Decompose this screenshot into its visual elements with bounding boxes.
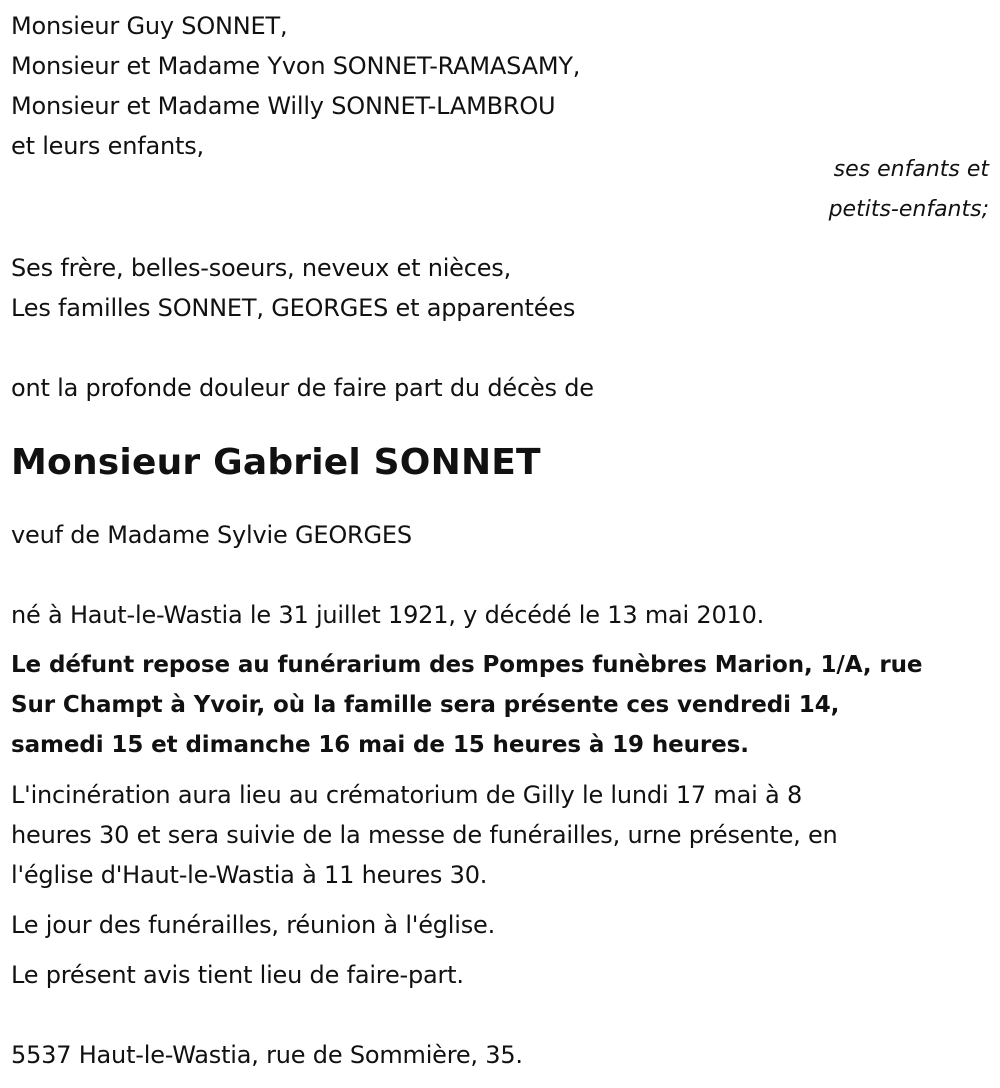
announcement: ont la profonde douleur de faire part du décès de bbox=[11, 374, 594, 402]
cremation-line: L'incinération aura lieu au crématorium de Gilly le lundi 17 mai à 8 bbox=[11, 781, 803, 809]
relation-line: petits-enfants; bbox=[828, 197, 989, 222]
deceased-name: Monsieur Gabriel SONNET bbox=[11, 442, 541, 483]
birth-death: né à Haut-le-Wastia le 31 juillet 1921, y décédé le 13 mai 2010. bbox=[11, 601, 765, 629]
family-line: Monsieur et Madame Willy SONNET-LAMBROU bbox=[11, 92, 556, 120]
family-block bbox=[11, 6, 991, 166]
cremation-block bbox=[11, 775, 991, 895]
cremation-line: l'église d'Haut-le-Wastia à 11 heures 30. bbox=[11, 861, 488, 889]
family-line: Monsieur et Madame Yvon SONNET-RAMASAMY, bbox=[11, 52, 581, 80]
death-notice bbox=[11, 6, 991, 1075]
family-line: et leurs enfants, bbox=[11, 132, 204, 160]
extended-family-block bbox=[11, 248, 991, 328]
viewing-line: Le défunt repose au funérarium des Pompes funèbres Marion, 1/A, rue bbox=[11, 652, 923, 678]
viewing-block bbox=[11, 645, 991, 765]
extended-family-line: Ses frère, belles-soeurs, neveux et nièces, bbox=[11, 254, 512, 282]
address: 5537 Haut-le-Wastia, rue de Sommière, 35. bbox=[11, 1041, 523, 1069]
extended-family-line: Les familles SONNET, GEORGES et apparentées bbox=[11, 294, 576, 322]
viewing-line: Sur Champt à Yvoir, où la famille sera présente ces vendredi 14, bbox=[11, 692, 840, 718]
meeting: Le jour des funérailles, réunion à l'église. bbox=[11, 911, 496, 939]
relation-line: ses enfants et bbox=[833, 157, 989, 182]
viewing-line: samedi 15 et dimanche 16 mai de 15 heures à 19 heures. bbox=[11, 732, 749, 758]
widower-of: veuf de Madame Sylvie GEORGES bbox=[11, 521, 412, 549]
family-line: Monsieur Guy SONNET, bbox=[11, 12, 288, 40]
notice: Le présent avis tient lieu de faire-part. bbox=[11, 961, 464, 989]
cremation-line: heures 30 et sera suivie de la messe de funérailles, urne présente, en bbox=[11, 821, 838, 849]
